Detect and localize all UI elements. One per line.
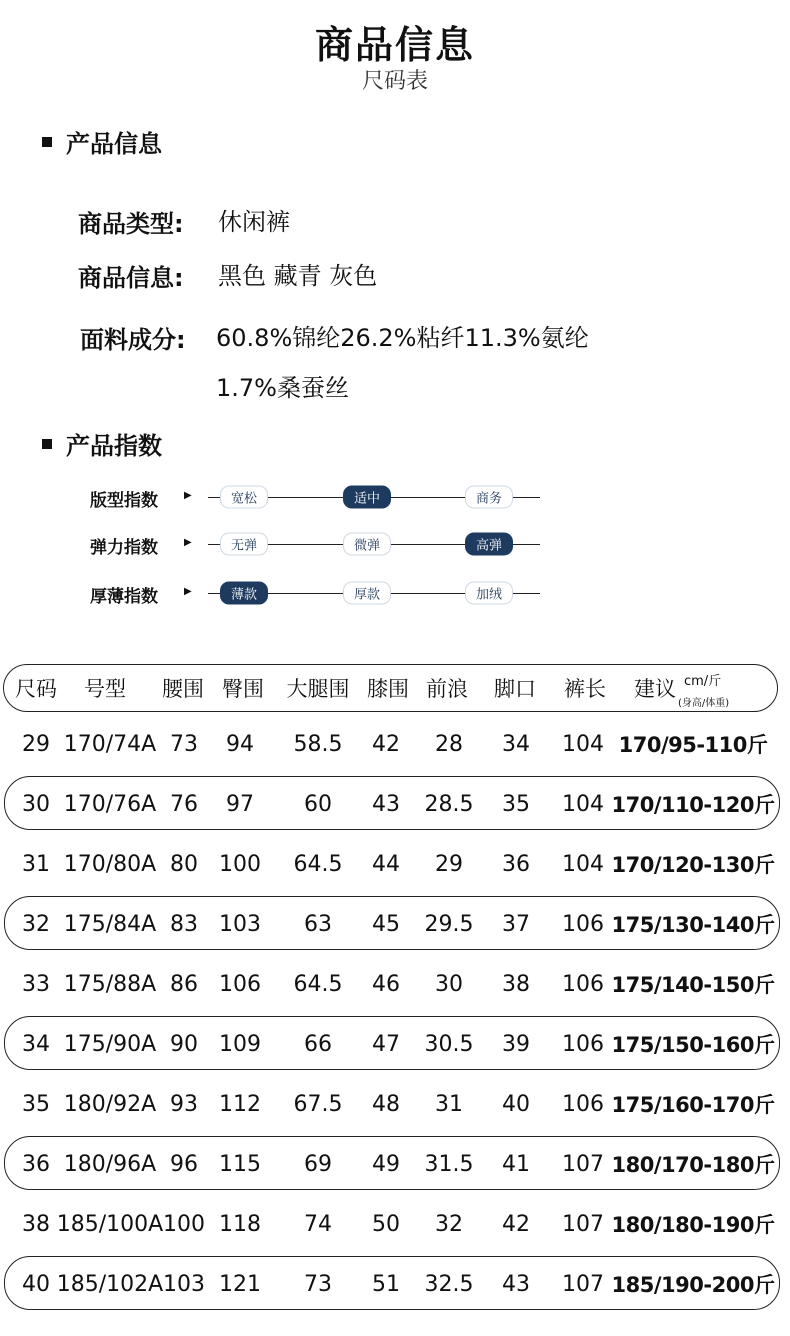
table-cell: 40 <box>502 1091 530 1117</box>
index-option: 厚款 <box>343 582 391 605</box>
table-cell: 170/95-110斤 <box>618 733 768 757</box>
table-cell: 112 <box>219 1091 261 1117</box>
table-row <box>0 1014 790 1074</box>
table-cell: 180/180-190斤 <box>611 1213 775 1237</box>
table-row <box>0 774 790 834</box>
table-cell: 46 <box>372 971 400 997</box>
table-cell: 185/190-200斤 <box>611 1273 775 1297</box>
table-cell: 35 <box>502 791 530 817</box>
header-cell: 大腿围 <box>286 677 350 701</box>
table-cell: 170/74A <box>63 731 157 757</box>
index-option: 无弹 <box>220 533 268 556</box>
table-cell: 106 <box>219 971 261 997</box>
table-cell: 64.5 <box>293 851 343 877</box>
table-cell: 45 <box>372 911 400 937</box>
table-cell: 29 <box>435 851 463 877</box>
table-cell: 34 <box>22 1031 50 1057</box>
table-cell: 38 <box>502 971 530 997</box>
table-cell: 90 <box>170 1031 198 1057</box>
table-cell: 100 <box>219 851 261 877</box>
index-label: 厚薄指数 <box>90 587 158 607</box>
table-cell: 175/130-140斤 <box>611 913 775 937</box>
table-cell: 64.5 <box>293 971 343 997</box>
color-value: 黑色 藏青 灰色 <box>218 262 378 290</box>
table-cell: 66 <box>304 1031 332 1057</box>
table-cell: 170/120-130斤 <box>611 853 775 877</box>
index-option-selected: 适中 <box>343 486 391 509</box>
table-cell: 42 <box>502 1211 530 1237</box>
type-label: 商品类型: <box>78 210 184 238</box>
table-cell: 175/90A <box>63 1031 157 1057</box>
table-cell: 104 <box>562 731 604 757</box>
table-cell: 31.5 <box>424 1151 474 1177</box>
table-cell: 37 <box>502 911 530 937</box>
table-cell: 100 <box>163 1211 205 1237</box>
index-option: 微弹 <box>343 533 391 556</box>
table-cell: 32 <box>22 911 50 937</box>
table-cell: 40 <box>22 1271 50 1297</box>
table-cell: 180/96A <box>63 1151 157 1177</box>
table-cell: 58.5 <box>293 731 343 757</box>
header-cell: 建议 <box>634 677 676 701</box>
table-cell: 170/76A <box>63 791 157 817</box>
bullet-square-icon <box>42 439 52 449</box>
size-table <box>0 662 790 1314</box>
table-cell: 47 <box>372 1031 400 1057</box>
header-cell: 号型 <box>84 677 126 701</box>
table-cell: 73 <box>304 1271 332 1297</box>
table-cell: 36 <box>502 851 530 877</box>
table-cell: 103 <box>163 1271 205 1297</box>
table-cell: 97 <box>226 791 254 817</box>
table-cell: 175/84A <box>63 911 157 937</box>
table-cell: 33 <box>22 971 50 997</box>
table-cell: 42 <box>372 731 400 757</box>
arrow-right-icon: ▶ <box>184 537 192 548</box>
table-cell: 48 <box>372 1091 400 1117</box>
table-row <box>0 1254 790 1314</box>
page-subtitle: 尺码表 <box>361 69 428 94</box>
table-cell: 106 <box>562 971 604 997</box>
header-cell: 脚口 <box>494 677 536 701</box>
table-cell: 170/110-120斤 <box>611 793 775 817</box>
table-cell: 104 <box>562 791 604 817</box>
table-cell: 50 <box>372 1211 400 1237</box>
table-cell: 32.5 <box>424 1271 474 1297</box>
table-cell: 76 <box>170 791 198 817</box>
table-cell: 30.5 <box>424 1031 474 1057</box>
bullet-square-icon <box>42 137 52 147</box>
table-cell: 67.5 <box>293 1091 343 1117</box>
table-cell: 175/160-170斤 <box>611 1093 775 1117</box>
table-cell: 107 <box>562 1271 604 1297</box>
type-value: 休闲裤 <box>218 208 290 236</box>
table-cell: 31 <box>435 1091 463 1117</box>
table-cell: 30 <box>435 971 463 997</box>
table-cell: 28.5 <box>424 791 474 817</box>
table-cell: 86 <box>170 971 198 997</box>
table-cell: 44 <box>372 851 400 877</box>
table-cell: 28 <box>435 731 463 757</box>
table-body <box>0 714 790 1314</box>
table-cell: 49 <box>372 1151 400 1177</box>
table-cell: 170/80A <box>63 851 157 877</box>
table-row <box>0 1074 790 1134</box>
table-cell: 30 <box>22 791 50 817</box>
index-option-selected: 高弹 <box>465 533 513 556</box>
table-cell: 103 <box>219 911 261 937</box>
table-cell: 60 <box>304 791 332 817</box>
table-header-row <box>0 662 790 714</box>
table-cell: 74 <box>304 1211 332 1237</box>
table-cell: 39 <box>502 1031 530 1057</box>
table-cell: 32 <box>435 1211 463 1237</box>
table-cell: 73 <box>170 731 198 757</box>
table-cell: 109 <box>219 1031 261 1057</box>
header-cell: 裤长 <box>564 677 606 701</box>
table-cell: 29.5 <box>424 911 474 937</box>
page-title: 商品信息 <box>314 23 475 67</box>
table-cell: 121 <box>219 1271 261 1297</box>
index-option: 宽松 <box>220 486 268 509</box>
table-cell: 35 <box>22 1091 50 1117</box>
table-cell: 36 <box>22 1151 50 1177</box>
table-cell: 69 <box>304 1151 332 1177</box>
table-row <box>0 954 790 1014</box>
fabric-value-line2: 1.7%桑蚕丝 <box>216 374 349 402</box>
header-cell: 膝围 <box>367 677 409 701</box>
table-cell: 51 <box>372 1271 400 1297</box>
table-cell: 175/140-150斤 <box>611 973 775 997</box>
table-cell: 93 <box>170 1091 198 1117</box>
header-cell: 腰围 <box>162 677 204 701</box>
table-cell: 38 <box>22 1211 50 1237</box>
table-cell: 115 <box>219 1151 261 1177</box>
table-cell: 29 <box>22 731 50 757</box>
header-cell: 前浪 <box>426 677 468 701</box>
color-label: 商品信息: <box>78 264 184 292</box>
table-cell: 107 <box>562 1151 604 1177</box>
table-cell: 106 <box>562 1091 604 1117</box>
table-cell: 180/170-180斤 <box>611 1153 775 1177</box>
index-option-selected: 薄款 <box>220 582 268 605</box>
section-heading-label: 产品信息 <box>66 130 162 158</box>
fabric-value-line1: 60.8%锦纶26.2%粘纤11.3%氨纶 <box>216 324 589 352</box>
advice-unit: cm/斤 <box>684 674 722 689</box>
fabric-label: 面料成分: <box>80 326 186 354</box>
index-label: 版型指数 <box>90 491 158 511</box>
header-cell: 尺码 <box>15 677 57 701</box>
table-cell: 185/100A <box>56 1211 164 1237</box>
table-cell: 180/92A <box>63 1091 157 1117</box>
index-option: 加绒 <box>465 582 513 605</box>
section-heading-indices <box>42 426 162 461</box>
table-cell: 83 <box>170 911 198 937</box>
table-cell: 185/102A <box>56 1271 164 1297</box>
table-cell: 41 <box>502 1151 530 1177</box>
table-cell: 96 <box>170 1151 198 1177</box>
table-cell: 175/150-160斤 <box>611 1033 775 1057</box>
table-cell: 107 <box>562 1211 604 1237</box>
advice-note: (身高/体重) <box>678 698 730 709</box>
table-cell: 63 <box>304 911 332 937</box>
table-cell: 43 <box>372 791 400 817</box>
table-row <box>0 834 790 894</box>
table-cell: 31 <box>22 851 50 877</box>
table-cell: 80 <box>170 851 198 877</box>
table-row <box>0 1134 790 1194</box>
table-cell: 118 <box>219 1211 261 1237</box>
section-heading-product-info <box>42 124 162 159</box>
arrow-right-icon: ▶ <box>184 586 192 597</box>
table-cell: 106 <box>562 911 604 937</box>
header-cell: 臀围 <box>222 677 264 701</box>
arrow-right-icon: ▶ <box>184 490 192 501</box>
section-heading-label: 产品指数 <box>66 432 162 460</box>
table-cell: 94 <box>226 731 254 757</box>
table-cell: 175/88A <box>63 971 157 997</box>
table-cell: 34 <box>502 731 530 757</box>
table-row <box>0 714 790 774</box>
table-cell: 106 <box>562 1031 604 1057</box>
table-row <box>0 894 790 954</box>
table-cell: 104 <box>562 851 604 877</box>
table-row <box>0 1194 790 1254</box>
index-option: 商务 <box>465 486 513 509</box>
table-cell: 43 <box>502 1271 530 1297</box>
index-label: 弹力指数 <box>90 538 158 558</box>
